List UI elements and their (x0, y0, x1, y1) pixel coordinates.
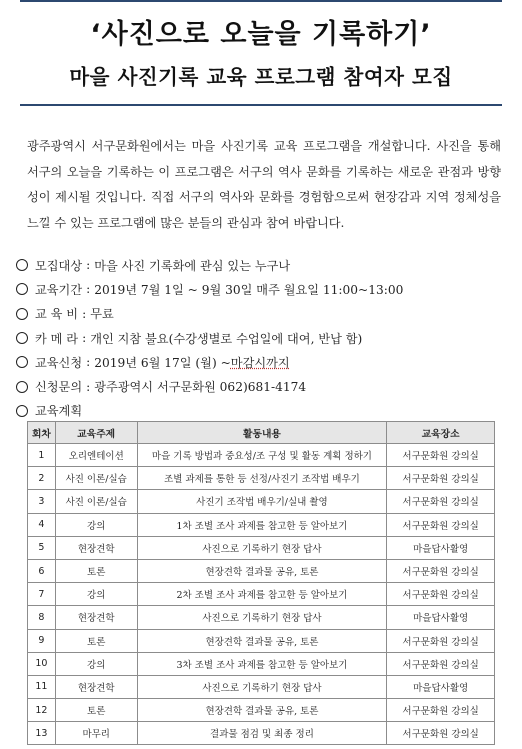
table-row (28, 467, 495, 490)
activity-cell: 마을 기록 방법과 중요성/조 구성 및 활동 계획 정하기 (137, 444, 387, 467)
activity-cell: 조별 과제를 통한 등 선정/사진기 조작법 배우기 (137, 467, 387, 490)
activity-cell: 현장견학 결과물 공유, 토론 (137, 699, 387, 722)
topic-cell: 마무리 (55, 722, 137, 745)
info-label: 교 육 비 (35, 307, 79, 322)
table-row (28, 490, 495, 513)
topic-cell: 현장견학 (55, 675, 137, 698)
session-cell: 2 (28, 467, 56, 490)
session-cell: 8 (28, 606, 56, 629)
session-cell: 3 (28, 490, 56, 513)
table-row (28, 559, 495, 582)
table-row (28, 722, 495, 745)
topic-cell: 강의 (55, 652, 137, 675)
place-cell: 서구문화원 강의실 (387, 652, 495, 675)
info-label: 교육기간 (35, 282, 83, 297)
info-label: 모집대상 (35, 258, 83, 273)
info-item-period: 교육기간 : 2019년 7월 1일 ~ 9월 30일 매주 월요일 11:00~13:00 (16, 277, 496, 301)
info-value: 광주광역시 서구문화원 062)681-4174 (94, 380, 307, 395)
header-activity: 활동내용 (137, 422, 387, 444)
place-cell: 서구문화원 강의실 (387, 629, 495, 652)
table-row (28, 629, 495, 652)
session-cell: 1 (28, 444, 56, 467)
table-row (28, 652, 495, 675)
session-cell: 10 (28, 652, 56, 675)
circle-bullet-icon (16, 356, 28, 368)
header-session: 회차 (28, 422, 56, 444)
table-row (28, 583, 495, 606)
activity-cell: 사진기 조작법 배우기/실내 촬영 (137, 490, 387, 513)
place-cell: 마을답사활영 (387, 606, 495, 629)
info-list (16, 253, 496, 423)
session-cell: 6 (28, 559, 56, 582)
topic-cell: 사진 이론/실습 (55, 467, 137, 490)
table-header-row (28, 422, 495, 444)
info-label: 교육계획 (35, 404, 83, 419)
session-cell: 11 (28, 675, 56, 698)
title-divider (20, 104, 502, 106)
intro-paragraph: 광주광역시 서구문화원에서는 마을 사진기록 교육 프로그램을 개설합니다. 사진을 통해 서구의 오늘을 기록하는 이 프로그램은 서구의 역사 문화를 기록하는 새로운 관점과 방향성이 제시될 것입니다. 직접 서구의 역사와 문화를 경험함으로써 현장감과 지역 정체성을 느낄 수 있는 프로그램에 많은 분들의 관심과 참여 바랍니다. (27, 139, 501, 230)
header-place: 교육장소 (387, 422, 495, 444)
circle-bullet-icon (16, 283, 28, 295)
topic-cell: 오리엔테이션 (55, 444, 137, 467)
circle-bullet-icon (16, 259, 28, 271)
place-cell: 서구문화원 강의실 (387, 467, 495, 490)
circle-bullet-icon (16, 332, 28, 344)
table-row (28, 675, 495, 698)
info-value: 무료 (90, 307, 114, 322)
activity-cell: 3차 조별 조사 과제를 참고한 등 알아보기 (137, 652, 387, 675)
place-cell: 서구문화원 강의실 (387, 513, 495, 536)
activity-cell: 사진으로 기록하기 현장 답사 (137, 606, 387, 629)
page-subtitle: 마을 사진기록 교육 프로그램 참여자 모집 (69, 65, 453, 89)
info-item-fee: 교 육 비 : 무료 (16, 302, 496, 326)
topic-cell: 현장견학 (55, 536, 137, 559)
activity-cell: 결과물 점검 및 최종 정리 (137, 722, 387, 745)
session-cell: 12 (28, 699, 56, 722)
info-label: 교육신청 (35, 355, 83, 370)
circle-bullet-icon (16, 381, 28, 393)
info-label: 카 메 라 (35, 331, 79, 346)
header-topic: 교육주제 (55, 422, 137, 444)
activity-cell: 현장견학 결과물 공유, 토론 (137, 629, 387, 652)
place-cell: 마을답사활영 (387, 536, 495, 559)
activity-cell: 2차 조별 조사 과제를 참고한 등 알아보기 (137, 583, 387, 606)
info-value: 개인 지참 불요(수강생별로 수업일에 대여, 반납 함) (90, 331, 363, 346)
activity-cell: 사진으로 기록하기 현장 답사 (137, 675, 387, 698)
topic-cell: 사진 이론/실습 (55, 490, 137, 513)
place-cell: 서구문화원 강의실 (387, 444, 495, 467)
place-cell: 서구문화원 강의실 (387, 490, 495, 513)
table-row (28, 444, 495, 467)
topic-cell: 토론 (55, 629, 137, 652)
place-cell: 서구문화원 강의실 (387, 722, 495, 745)
schedule-table (27, 421, 495, 745)
place-cell: 서구문화원 강의실 (387, 559, 495, 582)
info-label: 신청문의 (35, 380, 83, 395)
topic-cell: 강의 (55, 583, 137, 606)
topic-cell: 토론 (55, 699, 137, 722)
table-row (28, 699, 495, 722)
table-row (28, 606, 495, 629)
session-cell: 7 (28, 583, 56, 606)
info-value: 마을 사진 기록화에 관심 있는 누구나 (94, 258, 291, 273)
topic-cell: 현장견학 (55, 606, 137, 629)
table-row (28, 513, 495, 536)
topic-cell: 토론 (55, 559, 137, 582)
activity-cell: 사진으로 기록하기 현장 답사 (137, 536, 387, 559)
circle-bullet-icon (16, 308, 28, 320)
info-value: 2019년 7월 1일 ~ 9월 30일 매주 월요일 11:00~13:00 (94, 282, 404, 297)
table-row (28, 536, 495, 559)
info-value-deadline: 마감시까지 (230, 355, 290, 370)
place-cell: 서구문화원 강의실 (387, 583, 495, 606)
topic-cell: 강의 (55, 513, 137, 536)
circle-bullet-icon (16, 405, 28, 417)
info-item-inquiry: 신청문의 : 광주광역시 서구문화원 062)681-4174 (16, 374, 496, 398)
info-item-camera: 카 메 라 : 개인 지참 불요(수강생별로 수업일에 대여, 반납 함) (16, 326, 496, 350)
place-cell: 서구문화원 강의실 (387, 699, 495, 722)
activity-cell: 1차 조별 조사 과제를 참고한 등 알아보기 (137, 513, 387, 536)
info-item-target: 모집대상 : 마을 사진 기록화에 관심 있는 누구나 (16, 253, 496, 277)
session-cell: 5 (28, 536, 56, 559)
info-item-apply: 교육신청 : 2019년 6월 17일 (월) ~ 마감시까지 (16, 350, 496, 374)
activity-cell: 현장견학 결과물 공유, 토론 (137, 559, 387, 582)
info-value: 2019년 6월 17일 (월) ~ (94, 355, 231, 370)
session-cell: 9 (28, 629, 56, 652)
info-item-plan (16, 399, 496, 423)
session-cell: 13 (28, 722, 56, 745)
page-title: ‘사진으로 오늘을 기록하기’ (90, 19, 432, 50)
top-rule (20, 0, 502, 2)
place-cell: 마을답사활영 (387, 675, 495, 698)
session-cell: 4 (28, 513, 56, 536)
